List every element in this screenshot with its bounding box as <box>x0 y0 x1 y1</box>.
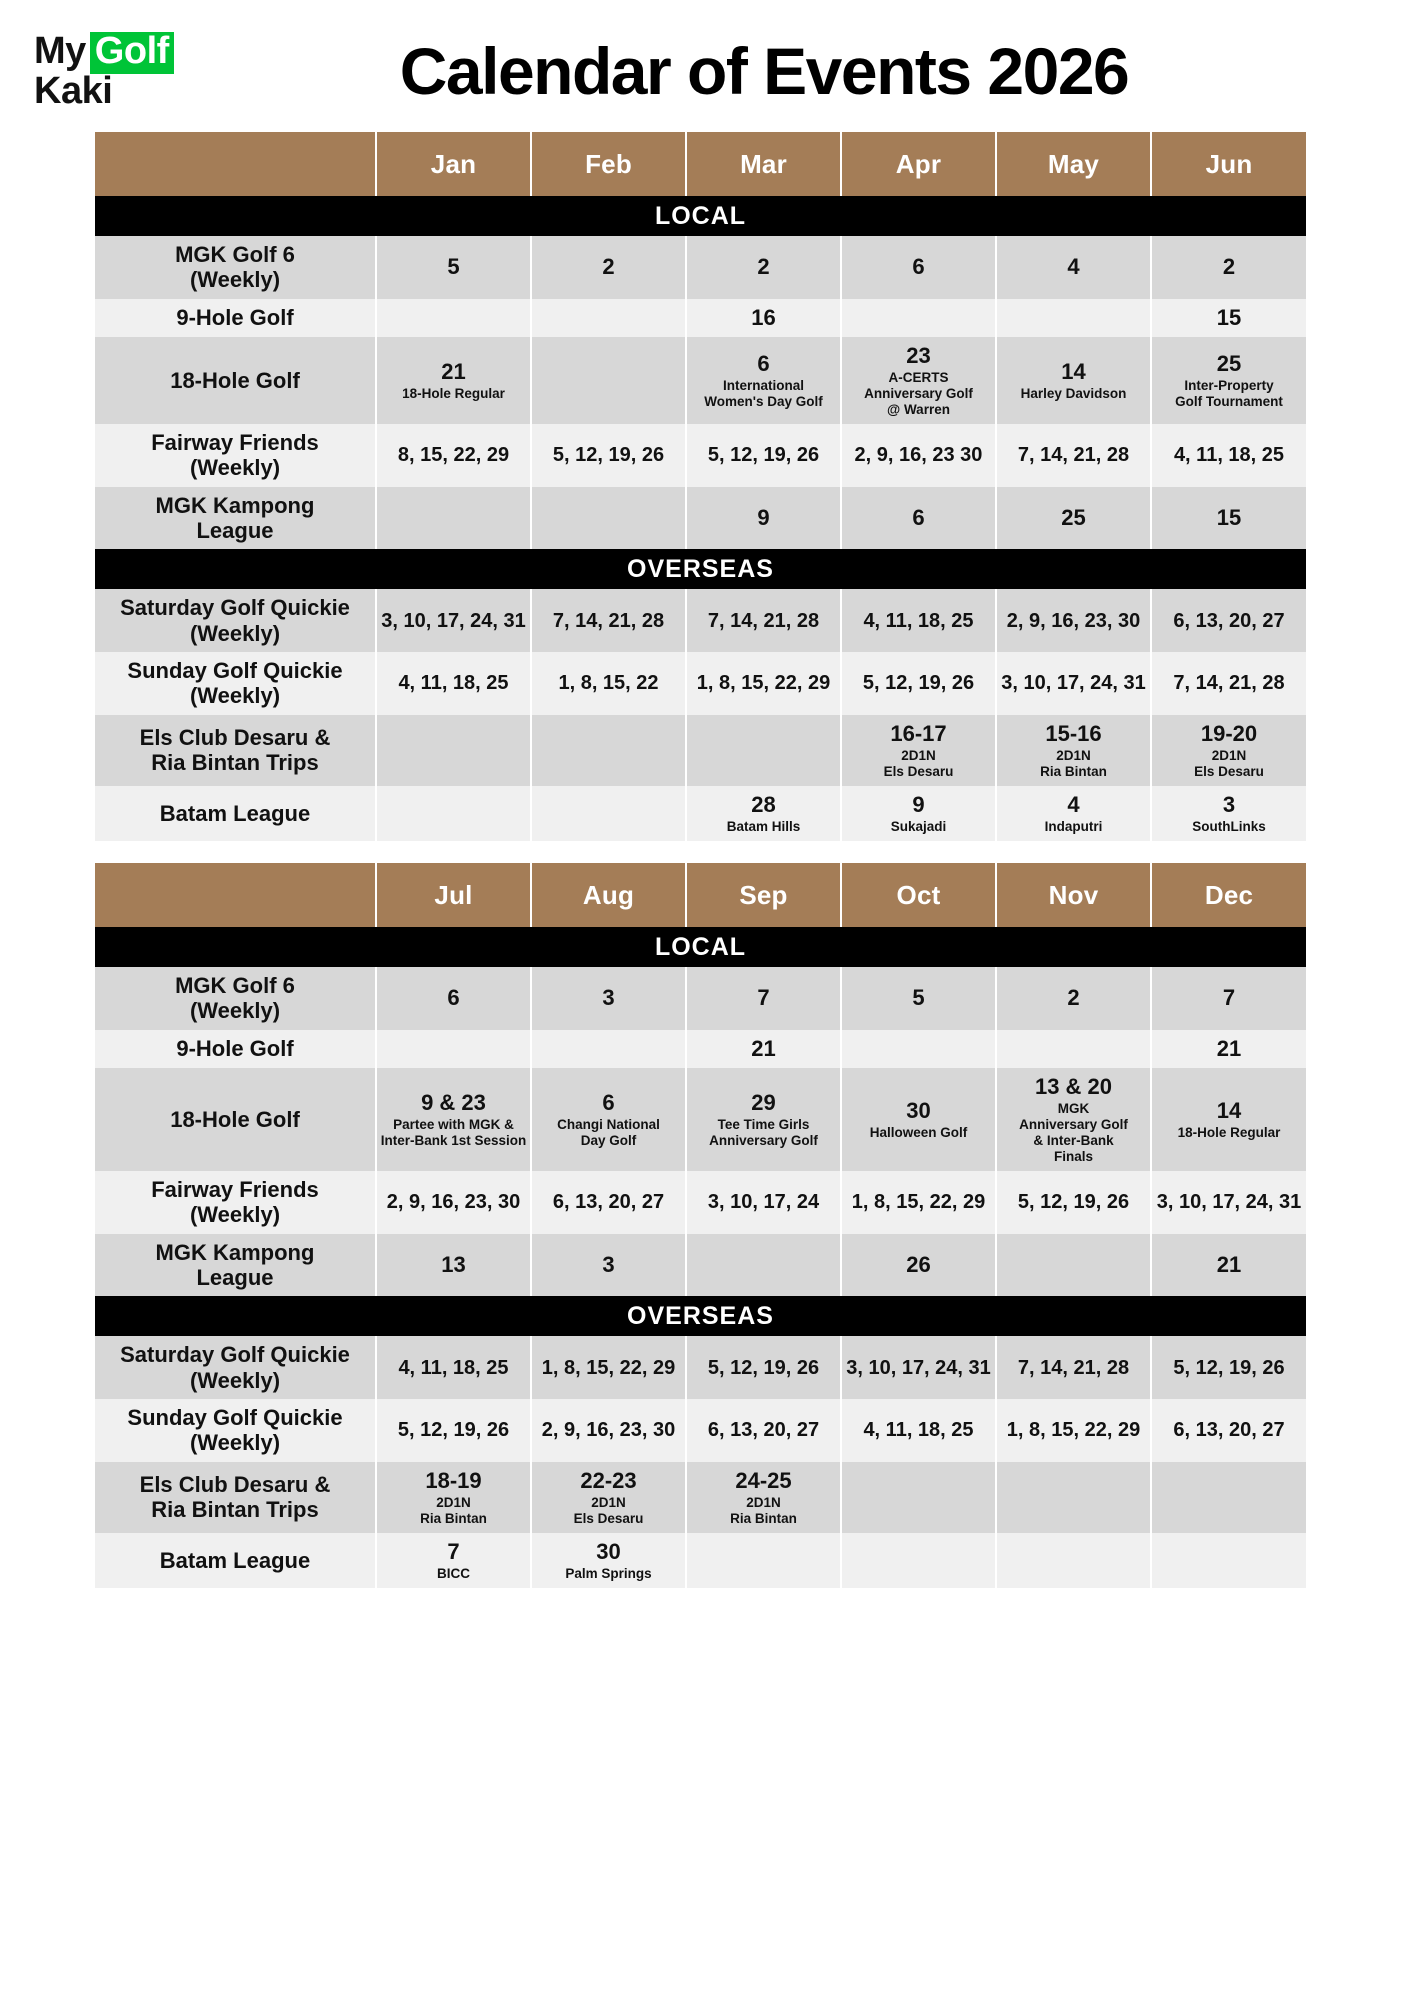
event-dates: 7, 14, 21, 28 <box>1017 444 1130 467</box>
event-cell[interactable] <box>1151 1234 1306 1297</box>
event-cell[interactable] <box>531 589 686 652</box>
table-row <box>95 337 1306 424</box>
event-cell[interactable] <box>531 1171 686 1234</box>
event-description: SouthLinks <box>1192 819 1266 835</box>
event-cell[interactable] <box>1151 589 1306 652</box>
event-cell[interactable] <box>531 1399 686 1462</box>
event-cell[interactable] <box>376 487 531 550</box>
event-cell[interactable] <box>376 1462 531 1533</box>
event-cell[interactable] <box>1151 1171 1306 1234</box>
event-dates: 3, 10, 17, 24, 31 <box>381 609 526 632</box>
event-cell[interactable] <box>841 589 996 652</box>
month-header-nov[interactable]: Nov <box>996 863 1151 927</box>
row-label: MGK Kampong League <box>95 1234 376 1297</box>
event-description: BICC <box>437 1566 470 1582</box>
event-cell[interactable] <box>841 967 996 1030</box>
event-cell[interactable] <box>841 236 996 299</box>
event-cell[interactable] <box>686 652 841 715</box>
calendar-table-first-half <box>95 132 1306 841</box>
row-label: Batam League <box>95 1533 376 1588</box>
event-dates: 6 <box>447 985 460 1011</box>
event-dates: 9 & 23 <box>421 1089 486 1115</box>
event-dates: 18-19 <box>425 1467 482 1493</box>
event-cell[interactable] <box>841 1234 996 1297</box>
table-row <box>95 1399 1306 1462</box>
row-label: Fairway Friends (Weekly) <box>95 1171 376 1234</box>
table-row <box>95 967 1306 1030</box>
event-cell[interactable] <box>1151 1068 1306 1171</box>
event-cell[interactable] <box>1151 967 1306 1030</box>
event-cell[interactable] <box>1151 337 1306 424</box>
row-label: MGK Golf 6 (Weekly) <box>95 236 376 299</box>
month-header-sep[interactable]: Sep <box>686 863 841 927</box>
event-cell[interactable] <box>996 337 1151 424</box>
event-cell[interactable] <box>376 1336 531 1399</box>
event-description: 18-Hole Regular <box>402 386 505 402</box>
event-dates: 7, 14, 21, 28 <box>552 609 665 632</box>
event-cell[interactable] <box>841 1068 996 1171</box>
row-label: 9-Hole Golf <box>95 1030 376 1068</box>
event-description: 2D1N Els Desaru <box>883 747 954 779</box>
event-dates: 1, 8, 15, 22 <box>558 672 659 695</box>
table-row <box>95 1030 1306 1068</box>
event-cell[interactable] <box>841 299 996 337</box>
event-cell[interactable] <box>686 487 841 550</box>
event-dates: 5 <box>912 985 925 1011</box>
event-cell[interactable] <box>996 1068 1151 1171</box>
event-description: 2D1N Ria Bintan <box>420 1494 487 1526</box>
event-cell[interactable] <box>841 1030 996 1068</box>
event-cell[interactable] <box>996 299 1151 337</box>
month-header-feb[interactable]: Feb <box>531 132 686 196</box>
event-dates: 15 <box>1216 504 1242 530</box>
event-cell[interactable] <box>996 1234 1151 1297</box>
event-cell[interactable] <box>1151 236 1306 299</box>
event-dates: 21 <box>1216 1035 1242 1061</box>
event-dates: 4, 11, 18, 25 <box>398 1356 509 1379</box>
event-cell[interactable] <box>996 1171 1151 1234</box>
event-dates: 30 <box>906 1097 931 1123</box>
calendar-table-second-half <box>95 863 1306 1588</box>
event-description: 18-Hole Regular <box>1177 1125 1281 1141</box>
event-cell[interactable] <box>1151 1462 1306 1533</box>
event-cell[interactable] <box>996 1533 1151 1588</box>
table-row <box>95 1234 1306 1297</box>
event-description: Partee with MGK & Inter-Bank 1st Session <box>380 1117 527 1149</box>
event-cell[interactable] <box>686 1030 841 1068</box>
event-dates: 5, 12, 19, 26 <box>707 444 820 467</box>
event-dates: 6, 13, 20, 27 <box>707 1419 820 1442</box>
event-cell[interactable] <box>686 1336 841 1399</box>
row-label: Sunday Golf Quickie (Weekly) <box>95 652 376 715</box>
event-dates: 9 <box>912 791 925 817</box>
event-dates: 14 <box>1061 358 1086 384</box>
event-cell[interactable] <box>686 1068 841 1171</box>
event-dates: 2 <box>757 254 770 280</box>
event-dates: 8, 15, 22, 29 <box>397 444 510 467</box>
event-cell[interactable] <box>376 1030 531 1068</box>
page-title: Calendar of Events 2026 <box>399 34 1129 108</box>
row-label: 9-Hole Golf <box>95 299 376 337</box>
event-cell[interactable] <box>531 1234 686 1297</box>
event-cell[interactable] <box>996 967 1151 1030</box>
event-cell[interactable] <box>1151 1399 1306 1462</box>
event-cell[interactable] <box>686 786 841 841</box>
row-label: Fairway Friends (Weekly) <box>95 424 376 487</box>
month-header-jan[interactable]: Jan <box>376 132 531 196</box>
event-dates: 1, 8, 15, 22, 29 <box>1006 1419 1141 1442</box>
event-dates: 21 <box>1216 1251 1242 1277</box>
event-cell[interactable] <box>996 786 1151 841</box>
event-dates: 5, 12, 19, 26 <box>1017 1191 1130 1214</box>
event-dates: 4 <box>1067 254 1080 280</box>
section-title: LOCAL <box>95 927 1306 967</box>
event-description: International Women's Day Golf <box>704 378 823 410</box>
event-description: Inter-Property Golf Tournament <box>1175 378 1283 410</box>
row-label: 18-Hole Golf <box>95 1068 376 1171</box>
event-description: 2D1N Els Desaru <box>1194 747 1264 779</box>
event-cell[interactable] <box>531 786 686 841</box>
table-row <box>95 1533 1306 1588</box>
event-cell[interactable] <box>841 487 996 550</box>
event-cell[interactable] <box>531 299 686 337</box>
event-cell[interactable] <box>1151 1030 1306 1068</box>
event-cell[interactable] <box>376 1399 531 1462</box>
table-row <box>95 487 1306 550</box>
event-description: Harley Davidson <box>1020 386 1127 402</box>
event-cell[interactable] <box>686 236 841 299</box>
event-dates: 3 <box>602 985 615 1011</box>
section-title: OVERSEAS <box>95 549 1306 589</box>
event-dates: 2 <box>1067 985 1080 1011</box>
row-label: 18-Hole Golf <box>95 337 376 424</box>
event-dates: 2, 9, 16, 23, 30 <box>386 1191 521 1214</box>
event-description: Changi National Day Golf <box>557 1117 660 1149</box>
table-row <box>95 1336 1306 1399</box>
event-dates: 2 <box>602 254 615 280</box>
event-dates: 4, 11, 18, 25 <box>863 609 974 632</box>
header-corner-cell <box>95 132 376 196</box>
event-cell[interactable] <box>686 424 841 487</box>
event-cell[interactable] <box>376 967 531 1030</box>
event-dates: 30 <box>596 1538 621 1564</box>
event-dates: 14 <box>1216 1097 1242 1123</box>
row-label: MGK Kampong League <box>95 487 376 550</box>
event-dates: 3 <box>602 1251 615 1277</box>
event-cell[interactable] <box>1151 715 1306 786</box>
event-dates: 6, 13, 20, 27 <box>1173 1419 1285 1442</box>
event-cell[interactable] <box>841 424 996 487</box>
event-cell[interactable] <box>376 1068 531 1171</box>
event-dates: 24-25 <box>735 1467 792 1493</box>
event-cell[interactable] <box>686 337 841 424</box>
event-dates: 1, 8, 15, 22, 29 <box>851 1191 986 1214</box>
month-header-dec[interactable]: Dec <box>1151 863 1306 927</box>
event-cell[interactable] <box>686 589 841 652</box>
event-cell[interactable] <box>1151 424 1306 487</box>
event-cell[interactable] <box>841 652 996 715</box>
event-cell[interactable] <box>686 967 841 1030</box>
event-cell[interactable] <box>376 715 531 786</box>
brand-logo <box>34 32 184 110</box>
calendar-tables <box>0 132 1414 1588</box>
event-cell[interactable] <box>996 1462 1151 1533</box>
event-cell[interactable] <box>686 1234 841 1297</box>
event-cell[interactable] <box>376 236 531 299</box>
month-header-mar[interactable]: Mar <box>686 132 841 196</box>
row-label: Saturday Golf Quickie (Weekly) <box>95 1336 376 1399</box>
event-dates: 21 <box>441 358 466 384</box>
section-header-local <box>95 927 1306 967</box>
event-cell[interactable] <box>841 1533 996 1588</box>
event-cell[interactable] <box>1151 487 1306 550</box>
event-dates: 1, 8, 15, 22, 29 <box>541 1356 676 1379</box>
event-dates: 2, 9, 16, 23, 30 <box>541 1419 676 1442</box>
event-dates: 4, 11, 18, 25 <box>398 672 509 695</box>
event-description: Sukajadi <box>890 819 947 835</box>
event-dates: 29 <box>751 1089 776 1115</box>
event-cell[interactable] <box>996 1399 1151 1462</box>
event-dates: 7 <box>757 985 770 1011</box>
event-cell[interactable] <box>841 337 996 424</box>
event-dates: 6, 13, 20, 27 <box>1173 609 1285 632</box>
event-cell[interactable] <box>686 715 841 786</box>
event-dates: 5, 12, 19, 26 <box>862 672 975 695</box>
event-description: Batam Hills <box>726 819 801 835</box>
event-dates: 23 <box>906 342 931 368</box>
event-cell[interactable] <box>531 1068 686 1171</box>
event-cell[interactable] <box>531 715 686 786</box>
event-cell[interactable] <box>531 337 686 424</box>
event-cell[interactable] <box>996 1336 1151 1399</box>
event-dates: 7, 14, 21, 28 <box>707 609 820 632</box>
event-cell[interactable] <box>376 424 531 487</box>
event-dates: 2, 9, 16, 23, 30 <box>1006 609 1141 632</box>
event-cell[interactable] <box>376 1533 531 1588</box>
header-corner-cell <box>95 863 376 927</box>
event-cell[interactable] <box>841 1399 996 1462</box>
section-header-overseas <box>95 1296 1306 1336</box>
event-dates: 7 <box>447 1538 460 1564</box>
table-row <box>95 1068 1306 1171</box>
event-description: 2D1N Ria Bintan <box>1040 747 1107 779</box>
row-label: Batam League <box>95 786 376 841</box>
event-dates: 19-20 <box>1200 720 1258 746</box>
event-cell[interactable] <box>531 236 686 299</box>
event-dates: 6, 13, 20, 27 <box>552 1191 665 1214</box>
event-cell[interactable] <box>841 786 996 841</box>
event-dates: 25 <box>1061 504 1086 530</box>
event-cell[interactable] <box>686 1171 841 1234</box>
event-cell[interactable] <box>686 1399 841 1462</box>
brand-kaki-text: Kaki <box>34 69 113 112</box>
table-row <box>95 1462 1306 1533</box>
event-cell[interactable] <box>996 589 1151 652</box>
event-cell[interactable] <box>996 652 1151 715</box>
month-header-oct[interactable]: Oct <box>841 863 996 927</box>
month-header-row <box>95 863 1306 927</box>
row-label: Saturday Golf Quickie (Weekly) <box>95 589 376 652</box>
event-cell[interactable] <box>1151 786 1306 841</box>
event-cell[interactable] <box>996 1030 1151 1068</box>
event-cell[interactable] <box>841 1336 996 1399</box>
event-dates: 5, 12, 19, 26 <box>707 1356 820 1379</box>
event-cell[interactable] <box>376 589 531 652</box>
event-cell[interactable] <box>531 1462 686 1533</box>
event-dates: 13 <box>441 1251 466 1277</box>
event-cell[interactable] <box>531 1336 686 1399</box>
table-row <box>95 589 1306 652</box>
event-dates: 9 <box>757 504 770 530</box>
event-cell[interactable] <box>686 1533 841 1588</box>
event-dates: 16-17 <box>890 720 947 746</box>
event-dates: 4, 11, 18, 25 <box>1173 444 1285 467</box>
table-row <box>95 299 1306 337</box>
event-dates: 3 <box>1222 791 1236 817</box>
event-dates: 5 <box>447 254 460 280</box>
event-dates: 5, 12, 19, 26 <box>1173 1356 1285 1379</box>
row-label: Els Club Desaru & Ria Bintan Trips <box>95 1462 376 1533</box>
row-label: MGK Golf 6 (Weekly) <box>95 967 376 1030</box>
table-row <box>95 715 1306 786</box>
section-header-local <box>95 196 1306 236</box>
event-description: Tee Time Girls Anniversary Golf <box>709 1117 818 1149</box>
event-dates: 4, 11, 18, 25 <box>863 1419 974 1442</box>
month-header-apr[interactable]: Apr <box>841 132 996 196</box>
row-label: Sunday Golf Quickie (Weekly) <box>95 1399 376 1462</box>
event-cell[interactable] <box>686 1462 841 1533</box>
event-dates: 5, 12, 19, 26 <box>552 444 665 467</box>
event-dates: 6 <box>912 504 925 530</box>
event-dates: 7, 14, 21, 28 <box>1017 1356 1130 1379</box>
section-title: LOCAL <box>95 196 1306 236</box>
event-cell[interactable] <box>996 487 1151 550</box>
month-header-jun[interactable]: Jun <box>1151 132 1306 196</box>
event-cell[interactable] <box>686 299 841 337</box>
event-dates: 3, 10, 17, 24 <box>707 1191 820 1214</box>
event-cell[interactable] <box>376 299 531 337</box>
event-cell[interactable] <box>996 715 1151 786</box>
event-cell[interactable] <box>996 424 1151 487</box>
section-title: OVERSEAS <box>95 1296 1306 1336</box>
event-cell[interactable] <box>531 487 686 550</box>
event-cell[interactable] <box>1151 299 1306 337</box>
event-description: Palm Springs <box>565 1566 652 1582</box>
event-description: Indaputri <box>1044 819 1103 835</box>
event-cell[interactable] <box>1151 1533 1306 1588</box>
table-row <box>95 652 1306 715</box>
page-header <box>0 0 1414 132</box>
event-dates: 16 <box>751 304 776 330</box>
event-dates: 15 <box>1216 304 1242 330</box>
event-dates: 2 <box>1222 254 1236 280</box>
event-dates: 15-16 <box>1045 720 1102 746</box>
table-row <box>95 1171 1306 1234</box>
event-dates: 3, 10, 17, 24, 31 <box>1001 672 1146 695</box>
event-description: 2D1N Els Desaru <box>573 1494 644 1526</box>
event-description: MGK Anniversary Golf & Inter-Bank Finals <box>1019 1101 1128 1165</box>
table-row <box>95 236 1306 299</box>
event-dates: 25 <box>1216 350 1242 376</box>
event-description: Halloween Golf <box>869 1125 968 1141</box>
event-dates: 26 <box>906 1251 931 1277</box>
event-cell[interactable] <box>841 1171 996 1234</box>
brand-my-text: My <box>34 30 86 73</box>
event-cell[interactable] <box>531 1533 686 1588</box>
month-header-may[interactable]: May <box>996 132 1151 196</box>
event-cell[interactable] <box>531 1030 686 1068</box>
event-description: A-CERTS Anniversary Golf @ Warren <box>864 370 973 418</box>
event-dates: 6 <box>602 1089 615 1115</box>
event-dates: 3, 10, 17, 24, 31 <box>1156 1191 1302 1214</box>
event-dates: 22-23 <box>580 1467 637 1493</box>
section-header-overseas <box>95 549 1306 589</box>
event-dates: 3, 10, 17, 24, 31 <box>846 1356 991 1379</box>
month-header-jul[interactable]: Jul <box>376 863 531 927</box>
event-dates: 6 <box>757 350 770 376</box>
event-cell[interactable] <box>841 1462 996 1533</box>
event-dates: 21 <box>751 1035 776 1061</box>
event-cell[interactable] <box>376 1171 531 1234</box>
row-label: Els Club Desaru & Ria Bintan Trips <box>95 715 376 786</box>
event-dates: 13 & 20 <box>1034 1074 1113 1100</box>
event-dates: 4 <box>1067 791 1080 817</box>
event-cell[interactable] <box>531 424 686 487</box>
event-dates: 2, 9, 16, 23 30 <box>854 444 983 467</box>
event-dates: 7, 14, 21, 28 <box>1173 672 1285 695</box>
event-cell[interactable] <box>376 1234 531 1297</box>
table-row <box>95 424 1306 487</box>
event-dates: 28 <box>751 791 776 817</box>
event-cell[interactable] <box>841 715 996 786</box>
event-cell[interactable] <box>531 652 686 715</box>
event-cell[interactable] <box>1151 1336 1306 1399</box>
event-cell[interactable] <box>1151 652 1306 715</box>
event-cell[interactable] <box>376 337 531 424</box>
event-description: 2D1N Ria Bintan <box>730 1494 797 1526</box>
event-cell[interactable] <box>376 652 531 715</box>
month-header-row <box>95 132 1306 196</box>
event-dates: 6 <box>912 254 925 280</box>
event-cell[interactable] <box>531 967 686 1030</box>
brand-logo-top <box>34 32 184 74</box>
event-cell[interactable] <box>376 786 531 841</box>
event-dates: 5, 12, 19, 26 <box>397 1419 510 1442</box>
event-cell[interactable] <box>996 236 1151 299</box>
brand-golf-badge: Golf <box>90 32 174 74</box>
event-dates: 1, 8, 15, 22, 29 <box>696 672 831 695</box>
month-header-aug[interactable]: Aug <box>531 863 686 927</box>
event-dates: 7 <box>1222 985 1236 1011</box>
table-row <box>95 786 1306 841</box>
